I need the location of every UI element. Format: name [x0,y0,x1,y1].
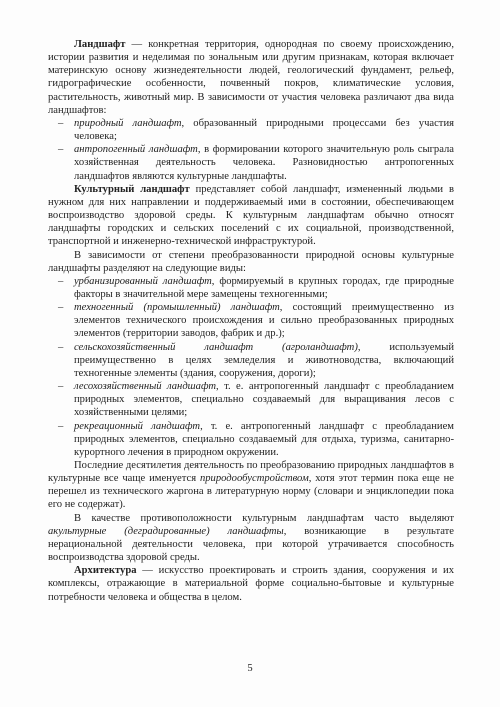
list-term: лесохозяйственный ландшафт [74,381,216,393]
paragraph-architecture [48,564,454,603]
list-text: , образованный природными процессами без участия человека; [74,117,454,143]
paragraph-degraded-landscapes [48,512,454,565]
term-cultural-landscape: Культурный ландшафт [74,183,190,195]
paragraph-text: Последние десятилетия деятельность по преобразованию природных ландшафтов в культурные все чаще именуется [48,460,454,485]
list-item [48,301,454,340]
italic-term: природообустройством [199,473,309,485]
paragraph-text: В качестве противоположности культурным ландшафтам часто выделяют [74,512,454,524]
list-item [48,275,454,301]
paragraph-landscape-definition [48,38,454,117]
dash-bullet: – [58,117,64,129]
paragraph-nature-improvement [48,459,454,512]
page-number: 5 [247,663,253,674]
list-term: техногенный (промышленный) ландшафт [74,302,280,314]
term-architecture: Архитектура [74,565,137,577]
dash-bullet: – [58,381,64,393]
list-text: , используемый преимущественно в целях земледелия и животноводства, включающий техногенные элементы (здания, сооружения, дороги); [74,341,454,379]
list-term: рекреационный ландшафт [74,420,201,432]
paragraph-types-intro: В зависимости от степени преобразованности природной основы культурные ландшафты разделяют на следующие виды: [48,249,454,274]
list-term: сельскохозяйственный ландшафт (агроландшафт) [74,341,358,353]
list-term: природный ландшафт [74,117,182,129]
list-text: , т. е. антропогенный ландшафт с преобладанием природных элементов, специально создаваемый для отдыха, туризма, санитарно-курортного лечения в природном окружении. [74,420,454,458]
paragraph-text: , хотя этот термин пока еще не перешел из технического жаргона в литературную норму (словари и энциклопедии пока его не содержат). [48,473,454,511]
list-item [48,380,454,419]
list-term: урбанизированный ландшафт [74,275,212,287]
paragraph-text: представляет собой ландшафт, измененный людьми в нужном для них направлении и поддерживаемый ими в состоянии, обеспечивающем воспроизводство здоровой среды. К культурным ландшафтам обычно относят ландшафты городских и сельских поселений с их социальной, производственной, транспортной и инженерно-технической инфраструктурой. [48,183,454,248]
dash-bullet: – [58,341,64,353]
paragraph-cultural-landscape [48,183,454,249]
list-text: , формируемый в крупных городах, где природные факторы в значительной мере замещены техногенными; [74,275,454,300]
list-item [48,420,454,459]
paragraph-text: , возникающие в результате нерациональной деятельности человека, при которой утрачивается способность воспроизводства здоровой среды. [48,525,454,564]
list-text: , в формировании которого значительную роль сыграла хозяйственная деятельность человека. Разновидностью антропогенных ландшафтов являются культурные ландшафты. [74,144,454,182]
dash-bullet: – [58,144,64,156]
paragraph-text: — искусство проектировать и строить здания, сооружения и их комплексы, отражающие в материальной форме социально-бытовые и культурные потребности человека и общества в целом. [48,565,454,603]
body-text [48,38,454,604]
list-text: , состоящий преимущественно из элементов технического происхождения и сильно преобразованных природных элементов (территории заводов, фабрик и др.); [74,302,454,340]
list-item [48,143,454,182]
dash-bullet: – [58,420,64,432]
list-text: , т. е. антропогенный ландшафт с преобладанием природных элементов, специально создаваемый для выращивания лесов с хозяйственными целями; [74,381,454,419]
dash-bullet: – [58,275,64,287]
term-landscape: Ландшафт [74,39,126,50]
list-term: антропогенный ландшафт [74,144,198,156]
paragraph-text: — конкретная территория, однородная по своему происхождению, истории развития и неделимая по зональным или другим признакам, которая включает материнскую основу жизнедеятельности людей, геологический фундамент, рельеф, гидрографические особенности, почвенный покров, климатические условия, растительность, животный мир. В зависимости от участия человека различают два вида ландшафтов: [48,39,454,116]
list-item [48,341,454,380]
list-item [48,117,454,143]
italic-term: акультурные (деградированные) ландшафты [48,525,284,537]
dash-bullet: – [58,302,64,314]
